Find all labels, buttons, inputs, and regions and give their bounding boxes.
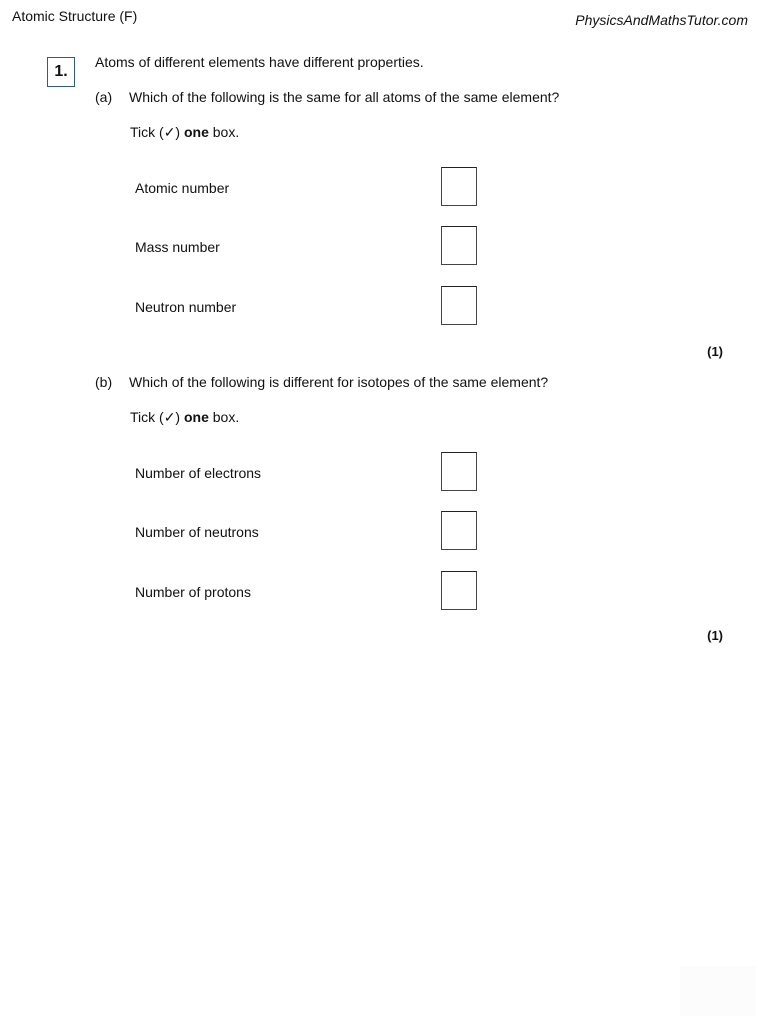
part-b-label: (b) <box>95 374 113 390</box>
tick-prefix: Tick (✓) <box>130 124 184 140</box>
tick-suffix: box. <box>208 124 240 140</box>
part-a-question: Which of the following is the same for all atoms of the same element? <box>129 89 560 105</box>
part-a-marks: (1) <box>707 344 723 359</box>
page-title: Atomic Structure (F) <box>12 8 138 24</box>
site-name: PhysicsAndMathsTutor.com <box>575 12 748 28</box>
option-neutron-number: Neutron number <box>135 299 237 315</box>
question-number-box <box>47 57 75 87</box>
tickbox-atomic-number[interactable] <box>441 167 477 206</box>
page-corner <box>680 966 756 1016</box>
part-a-instruction <box>130 124 239 141</box>
option-atomic-number: Atomic number <box>135 180 230 196</box>
part-b-question: Which of the following is different for isotopes of the same element? <box>129 374 549 390</box>
option-number-of-neutrons: Number of neutrons <box>135 524 259 540</box>
tick-suffix: box. <box>208 409 240 425</box>
tickbox-neutron-number[interactable] <box>441 286 477 325</box>
tickbox-number-of-neutrons[interactable] <box>441 511 477 550</box>
tick-bold: one <box>183 124 209 140</box>
part-b-instruction <box>130 409 239 426</box>
question-intro: Atoms of different elements have different properties. <box>95 54 424 70</box>
part-b-marks: (1) <box>707 628 723 643</box>
option-number-of-protons: Number of protons <box>135 584 251 600</box>
tickbox-number-of-electrons[interactable] <box>441 452 477 491</box>
tick-prefix: Tick (✓) <box>130 409 184 425</box>
part-a-label: (a) <box>95 89 113 105</box>
option-mass-number: Mass number <box>135 239 220 255</box>
tickbox-number-of-protons[interactable] <box>441 571 477 610</box>
question-number: 1. <box>54 63 68 80</box>
tick-bold: one <box>183 409 209 425</box>
tickbox-mass-number[interactable] <box>441 226 477 265</box>
option-number-of-electrons: Number of electrons <box>135 465 262 481</box>
